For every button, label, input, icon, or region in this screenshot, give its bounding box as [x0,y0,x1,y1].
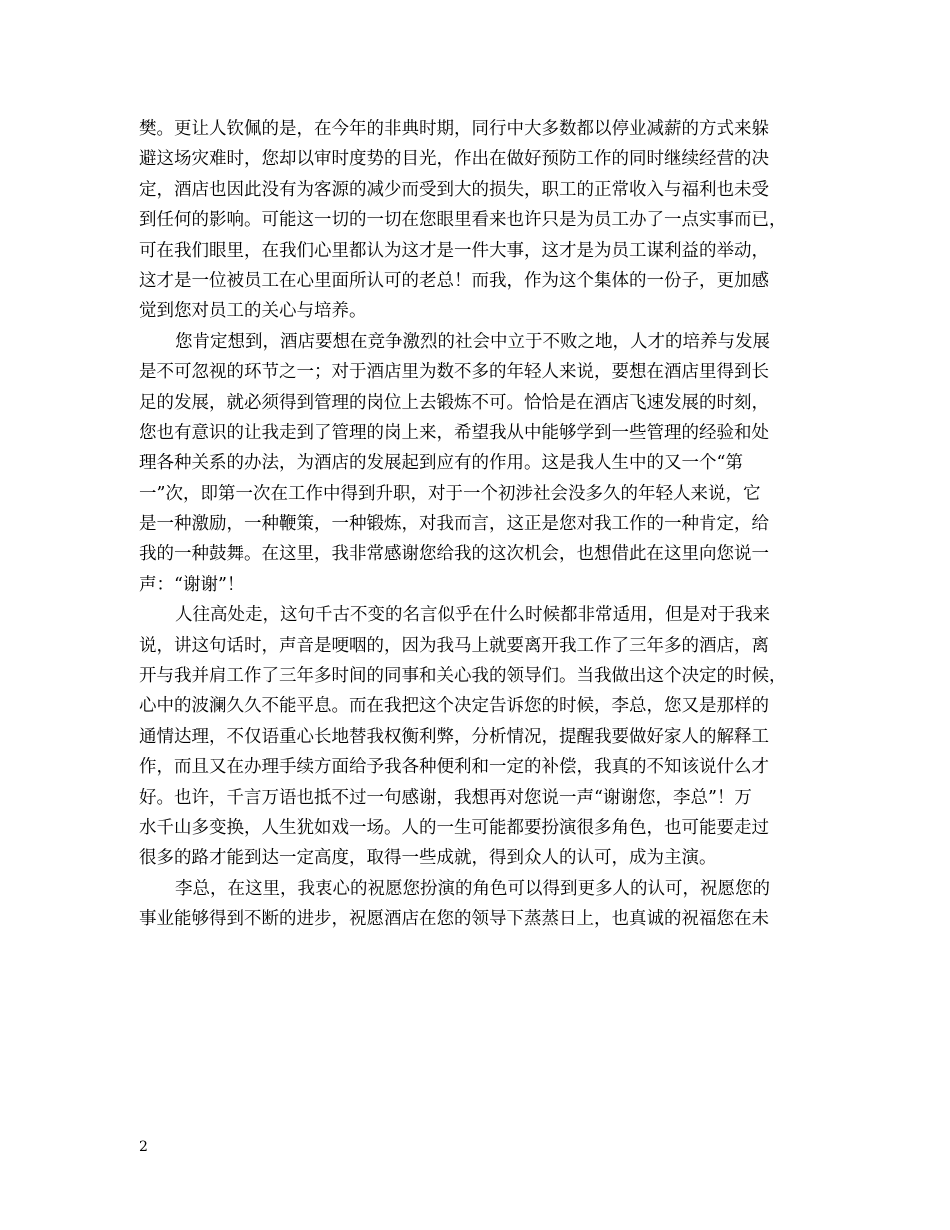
text-line: 是一种激励，一种鞭策，一种锻炼，对我而言，这正是您对我工作的一种肯定，给 [139,514,769,535]
text-line: 声：“谢谢”！ [139,574,245,595]
text-line: 通情达理，不仅语重心长地替我权衡利弊，分析情况，提醒我要做好家人的解释工 [139,726,769,747]
text-line: 避这场灾难时，您却以审时度势的目光，作出在做好预防工作的同时继续经营的决 [139,149,769,170]
text-line: 我的一种鼓舞。在这里，我非常感谢您给我的这次机会，也想借此在这里向您说一 [139,544,769,565]
text-line: 很多的路才能到达一定高度，取得一些成就，得到众人的认可，成为主演。 [139,848,717,869]
text-line: 到任何的影响。可能这一切的一切在您眼里看来也许只是为员工办了一点实事而已， [139,210,787,231]
text-line: 事业能够得到不断的进步，祝愿酒店在您的领导下蒸蒸日上，也真诚的祝福您在未 [139,909,769,930]
text-line: 一”次，即第一次在工作中得到升职，对于一个初涉社会没多久的年轻人来说，它 [139,483,761,504]
text-line: 开与我并肩工作了三年多时间的同事和关心我的领导们。当我做出这个决定的时候， [139,666,787,687]
text-line: 这才是一位被员工在心里面所认可的老总！而我，作为这个集体的一份子，更加感 [139,270,769,291]
text-line: 觉到您对员工的关心与培养。 [139,301,367,322]
paragraph-first-line: 李总，在这里，我衷心的祝愿您扮演的角色可以得到更多人的认可，祝愿您的 [175,878,770,899]
text-line: 是不可忽视的环节之一；对于酒店里为数不多的年轻人来说，要想在酒店里得到长 [139,362,769,383]
text-line: 樊。更让人钦佩的是，在今年的非典时期，同行中大多数都以停业减薪的方式来躲 [139,119,769,139]
text-line: 心中的波澜久久不能平息。而在我把这个决定告诉您的时候，李总，您又是那样的 [139,696,769,717]
text-line: 足的发展，就必须得到管理的岗位上去锻炼不可。恰恰是在酒店飞速发展的时刻， [139,392,769,413]
body-text [139,114,809,935]
text-line: 您也有意识的让我走到了管理的岗上来，希望我从中能够学到一些管理的经验和处 [139,422,769,443]
text-line: 作，而且又在办理手续方面给予我各种便利和一定的补偿，我真的不知该说什么才 [139,757,769,778]
text-line: 好。也许，千言万语也抵不过一句感谢，我想再对您说一声“谢谢您，李总”！万 [139,787,752,808]
text-line: 说，讲这句话时，声音是哽咽的，因为我马上就要离开我工作了三年多的酒店，离 [139,635,769,656]
paragraph-first-line: 人往高处走，这句千古不变的名言似乎在什么时候都非常适用，但是对于我来 [175,605,770,626]
text-line: 可在我们眼里，在我们心里都认为这才是一件大事，这才是为员工谋利益的举动， [139,240,769,261]
paragraph-first-line: 您肯定想到，酒店要想在竞争激烈的社会中立于不败之地，人才的培养与发展 [175,331,770,352]
text-line: 理各种关系的办法，为酒店的发展起到应有的作用。这是我人生中的又一个“第 [139,453,743,474]
text-line: 定，酒店也因此没有为客源的减少而受到大的损失，职工的正常收入与福利也未受 [139,179,769,200]
page-number: 2 [139,1139,148,1155]
text-line: 水千山多变换，人生犹如戏一场。人的一生可能都要扮演很多角色，也可能要走过 [139,817,769,838]
